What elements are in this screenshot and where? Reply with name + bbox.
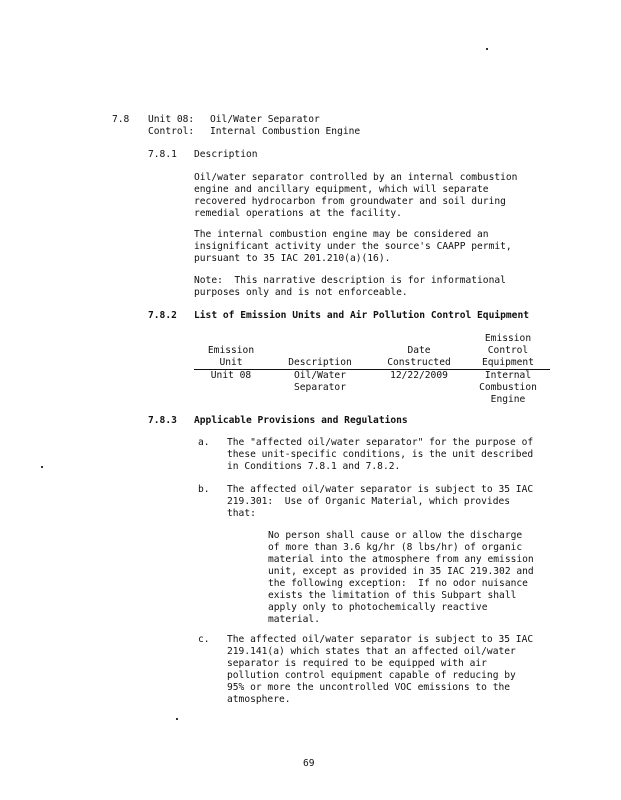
item-b-marker: b. — [198, 484, 210, 495]
cell-description: Oil/Water Separator — [294, 370, 346, 393]
header-control-equipment: Emission Control Equipment — [466, 333, 550, 370]
control-value: Internal Combustion Engine — [210, 126, 361, 137]
page-number: 69 — [303, 758, 315, 769]
scan-speck — [176, 718, 178, 720]
scan-speck — [486, 48, 488, 50]
unit-label: Unit 08: — [148, 114, 195, 125]
header-emission-unit: Emission Unit — [194, 333, 268, 370]
table-row — [194, 370, 550, 407]
description-heading: Description — [194, 149, 258, 160]
cell-unit: Unit 08 — [210, 370, 252, 381]
provisions-heading: Applicable Provisions and Regulations — [194, 415, 408, 426]
item-c-marker: c. — [198, 634, 210, 645]
description-paragraph-2: The internal combustion engine may be considered an insignificant activity under the source's CAAPP permit, pursuant to 35 IAC 201.210(a)(16). — [194, 229, 512, 264]
cell-equipment: Internal Combustion Engine — [479, 370, 537, 405]
item-c-text: The affected oil/water separator is subject to 35 IAC 219.141(a) which states that an affected oil/water separator is required to be equipped with air pollution control equipment capable of reducing by 95% or more the uncontrolled VOC emissions to the atmosphere. — [227, 634, 534, 705]
scan-speck — [41, 466, 43, 468]
emission-units-table — [194, 333, 550, 406]
description-note: Note: This narrative description is for informational purposes only and is not enforceable. — [194, 275, 506, 298]
provisions-number: 7.8.3 — [148, 415, 177, 426]
list-number: 7.8.2 — [148, 310, 177, 321]
description-number: 7.8.1 — [148, 149, 177, 160]
header-date-constructed: Date Constructed — [372, 333, 466, 370]
description-paragraph-1: Oil/water separator controlled by an internal combustion engine and ancillary equipment, which will separate recovered hydrocarbon from groundwater and soil during remedial operations at the facility. — [194, 172, 518, 219]
unit-value: Oil/Water Separator — [210, 114, 320, 125]
list-heading: List of Emission Units and Air Pollution Control Equipment — [194, 310, 530, 321]
item-b-text: The affected oil/water separator is subject to 35 IAC 219.301: Use of Organic Material, which provides that: — [227, 484, 534, 519]
cell-date: 12/22/2009 — [390, 370, 448, 381]
header-description: Description — [268, 333, 372, 370]
section-number: 7.8 — [112, 114, 130, 125]
item-a-text: The "affected oil/water separator" for the purpose of these unit-specific conditions, is the unit described in Conditions 7.8.1 and 7.8.2. — [227, 437, 534, 472]
control-label: Control: — [148, 126, 195, 137]
item-b-quote: No person shall cause or allow the discharge of more than 3.6 kg/hr (8 lbs/hr) of organic material into the atmosphere from any emission unit, except as provided in 35 IAC 219.302 and the following exception: If no odor nuisance exists the limitation of this Subpart shall apply only to photochemically reactive material. — [268, 530, 534, 625]
item-a-marker: a. — [198, 437, 210, 448]
